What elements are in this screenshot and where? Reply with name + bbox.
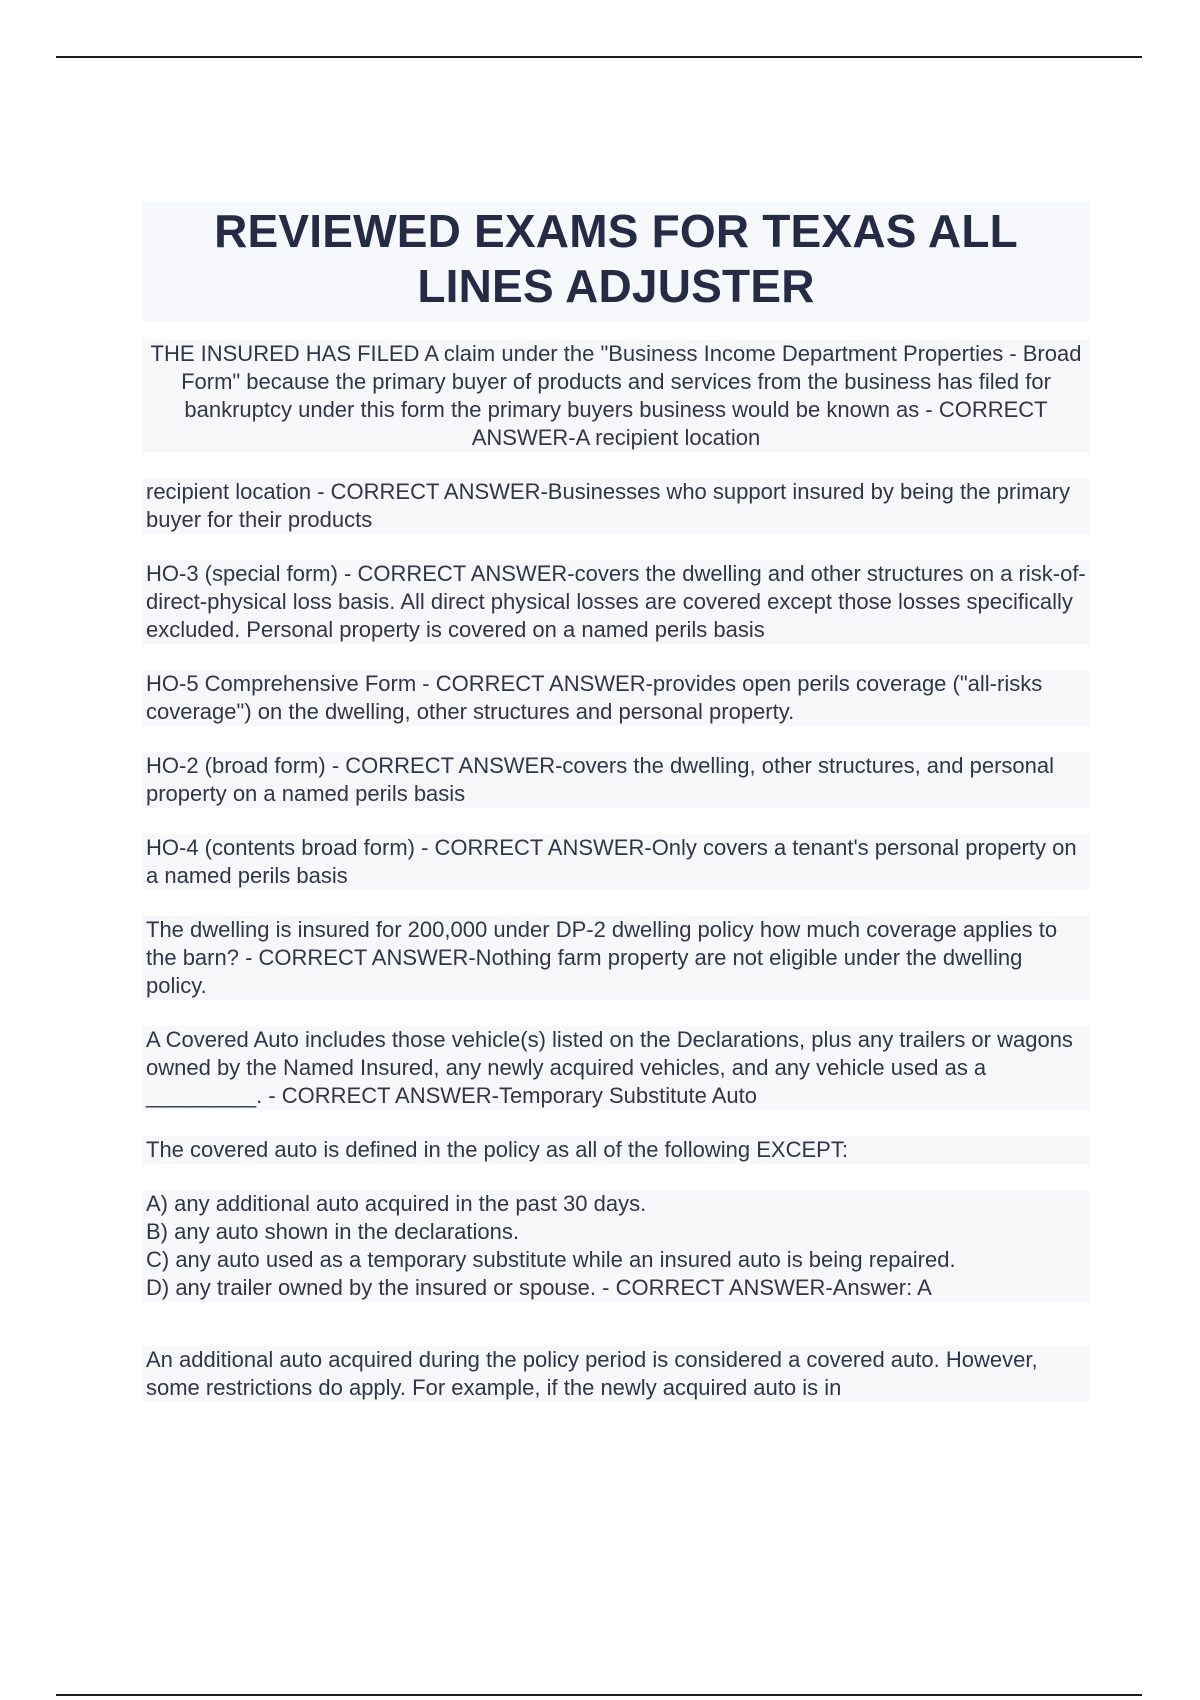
bottom-rule	[56, 1694, 1142, 1696]
top-rule	[56, 56, 1142, 58]
paragraph-ho5: HO-5 Comprehensive Form - CORRECT ANSWER-provides open perils coverage ("all-risks coverage") on the dwelling, other structures and personal property.	[142, 670, 1090, 726]
choice-d: D) any trailer owned by the insured or spouse. - CORRECT ANSWER-Answer: A	[146, 1275, 932, 1300]
paragraph-business-income: THE INSURED HAS FILED A claim under the "Business Income Department Properties - Broad Form" because the primary buyer of products and services from the business has filed for bankruptcy under this form the primary buyers business would be known as - CORRECT ANSWER-A recipient location	[142, 340, 1090, 452]
document-title: REVIEWED EXAMS FOR TEXAS ALL LINES ADJUSTER	[214, 205, 1018, 312]
answer-choices	[142, 1190, 1090, 1302]
paragraph-additional-auto: An additional auto acquired during the policy period is considered a covered auto. However, some restrictions do apply. For example, if the newly acquired auto is in	[142, 1346, 1090, 1402]
choice-b: B) any auto shown in the declarations.	[146, 1219, 520, 1244]
paragraph-ho3: HO-3 (special form) - CORRECT ANSWER-covers the dwelling and other structures on a risk-of-direct-physical loss basis. All direct physical losses are covered except those losses specifically excluded. Personal property is covered on a named perils basis	[142, 560, 1090, 644]
paragraph-dp2-barn: The dwelling is insured for 200,000 under DP-2 dwelling policy how much coverage applies to the barn? - CORRECT ANSWER-Nothing farm property are not eligible under the dwelling policy.	[142, 916, 1090, 1000]
title-box	[142, 202, 1090, 322]
choice-a: A) any additional auto acquired in the past 30 days.	[146, 1191, 647, 1216]
paragraph-ho4: HO-4 (contents broad form) - CORRECT ANSWER-Only covers a tenant's personal property on a named perils basis	[142, 834, 1090, 890]
paragraph-recipient-location: recipient location - CORRECT ANSWER-Businesses who support insured by being the primary buyer for their products	[142, 478, 1090, 534]
paragraph-covered-auto: A Covered Auto includes those vehicle(s) listed on the Declarations, plus any trailers or wagons owned by the Named Insured, any newly acquired vehicles, and any vehicle used as a _________. - CORRECT ANSWER-Temporary Substitute Auto	[142, 1026, 1090, 1110]
paragraph-covered-auto-question: The covered auto is defined in the policy as all of the following EXCEPT:	[142, 1136, 1090, 1164]
choice-c: C) any auto used as a temporary substitute while an insured auto is being repaired.	[146, 1247, 956, 1272]
paragraph-ho2: HO-2 (broad form) - CORRECT ANSWER-covers the dwelling, other structures, and personal property on a named perils basis	[142, 752, 1090, 808]
document-body	[142, 202, 1090, 1428]
